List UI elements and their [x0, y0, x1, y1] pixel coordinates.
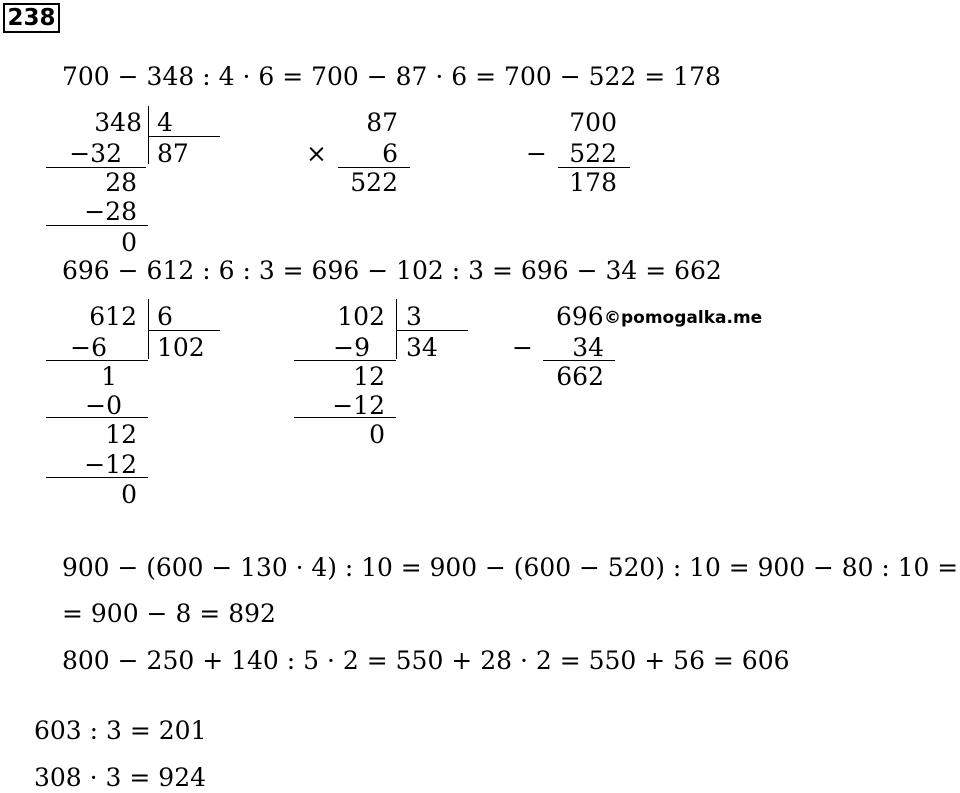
operand-a: 700: [569, 108, 617, 137]
step-3: −0: [85, 391, 122, 420]
minus-sign: −: [512, 333, 533, 362]
equation-line-2: 696 − 612 : 6 : 3 = 696 − 102 : 3 = 696 − 34 = 662: [62, 256, 722, 285]
result: 522: [350, 168, 398, 197]
divisor: 4: [157, 108, 173, 137]
step-3: −12: [332, 391, 385, 420]
division-bar: [148, 299, 149, 359]
operand-a: 696: [556, 302, 604, 331]
division-bar: [396, 299, 397, 359]
step-4: 0: [121, 228, 137, 257]
quotient: 102: [157, 333, 205, 362]
dividend: 102: [337, 302, 385, 331]
equation-line-6: 603 : 3 = 201: [34, 716, 207, 745]
divisor: 6: [157, 302, 173, 331]
equation-line-4: = 900 − 8 = 892: [62, 599, 276, 628]
step-5: −12: [84, 450, 137, 479]
step-line: [46, 417, 148, 418]
step-1: −9: [333, 333, 370, 362]
result: 662: [556, 362, 604, 391]
result-line: [543, 360, 615, 361]
divisor: 3: [406, 302, 422, 331]
step-line: [294, 360, 396, 361]
divisor-line: [148, 136, 220, 137]
watermark: ©pomogalka.me: [604, 308, 763, 328]
times-sign: ×: [306, 139, 327, 168]
equation-line-5: 800 − 250 + 140 : 5 · 2 = 550 + 28 · 2 = 550 + 56 = 606: [62, 646, 790, 675]
divisor-line: [396, 330, 468, 331]
step-line: [46, 477, 148, 478]
operand-b: 6: [382, 139, 398, 168]
divisor-line: [148, 330, 220, 331]
quotient: 87: [157, 139, 189, 168]
equation-line-1: 700 − 348 : 4 · 6 = 700 − 87 · 6 = 700 − 522 = 178: [62, 62, 721, 91]
dividend: 612: [89, 302, 137, 331]
step-2: 1: [101, 362, 117, 391]
step-line: [46, 360, 148, 361]
equation-line-3: 900 − (600 − 130 · 4) : 10 = 900 − (600 − 520) : 10 = 900 − 80 : 10 =: [62, 553, 959, 582]
operand-b: 34: [572, 333, 604, 362]
step-1: −32: [69, 139, 122, 168]
step-2: 12: [353, 362, 385, 391]
operand-a: 87: [366, 108, 398, 137]
step-1: −6: [70, 333, 107, 362]
division-bar: [148, 106, 149, 164]
step-4: 0: [369, 420, 385, 449]
dividend: 348: [94, 108, 142, 137]
quotient: 34: [406, 333, 438, 362]
step-6: 0: [121, 480, 137, 509]
minus-sign: −: [526, 139, 547, 168]
equation-line-7: 308 · 3 = 924: [34, 763, 207, 792]
step-line: [294, 417, 396, 418]
result: 178: [569, 168, 617, 197]
step-2: 28: [105, 168, 137, 197]
step-line: [46, 225, 148, 226]
step-3: −28: [84, 197, 137, 226]
problem-number: 238: [3, 3, 60, 33]
step-4: 12: [105, 420, 137, 449]
operand-b: 522: [569, 139, 617, 168]
